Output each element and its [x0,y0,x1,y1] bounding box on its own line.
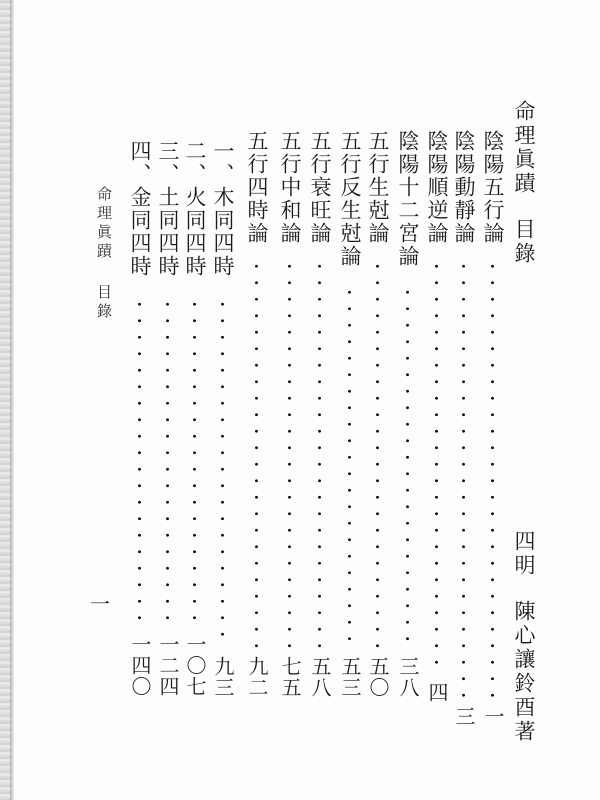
toc-entry-page: 一 [481,706,505,727]
toc-entry-page: 一二四 [156,634,180,697]
dot-leader [255,258,258,648]
book-title: 命理眞蹟 [512,100,536,196]
dot-leader [348,284,351,648]
toc-entry-title: 陰陽十二宮論 [396,130,420,268]
dot-leader [288,258,291,648]
toc-entry-page: 三 [452,706,476,727]
running-header [92,186,116,322]
toc-entry-title: 四、金同四時 [128,140,152,278]
dot-leader [406,284,409,648]
toc-entry-title: 五行四時論 [245,130,269,245]
toc-entry-page: 四 [425,682,449,703]
toc-entry-title: 陰陽順逆論 [425,130,449,245]
toc-entry-page: 三八 [396,656,420,698]
dot-leader [166,296,169,630]
dot-leader [193,296,196,630]
toc-entry-title: 三、土同四時 [156,140,180,278]
toc-entry-page: 五三 [338,656,362,698]
dot-leader [435,258,438,676]
toc-entry-page: 九三 [211,656,235,698]
toc-entry-page: 九二 [245,656,269,698]
toc-entry-page: 五八 [308,656,332,698]
dot-leader [138,296,141,630]
dot-leader [376,258,379,648]
dot-leader [318,258,321,648]
toc-entry-title: 五行中和論 [278,130,302,245]
toc-entry-title: 一、木同四時 [211,140,235,278]
toc-entry-page: 七五 [278,656,302,698]
page-binding-shadow [10,0,14,800]
running-header-section: 目錄 [95,284,113,322]
author-place: 四明 [512,530,536,578]
author-block [512,530,536,744]
author-name: 陳心讓鈴酉著 [512,600,536,744]
toc-entry-title: 陰陽動靜論 [452,130,476,245]
dot-leader [491,258,494,698]
toc-entry-title: 五行衰旺論 [308,130,332,245]
toc-entry-title: 五行生尅論 [366,130,390,245]
book-title-block [512,100,536,266]
dot-leader [462,258,465,698]
page-folio: 一 [90,592,110,616]
toc-entry-title: 五行反生尅論 [338,130,362,268]
toc-entry-title: 二、火同四時 [183,140,207,278]
toc-entry-title: 陰陽五行論 [481,130,505,245]
toc-entry-page: 一〇七 [183,634,207,697]
toc-entry-page: 五〇 [366,656,390,698]
book-section-label: 目錄 [512,218,536,266]
running-header-title: 命理眞蹟 [95,186,113,262]
dot-leader [221,296,224,648]
toc-entry-page: 一四〇 [128,634,152,697]
